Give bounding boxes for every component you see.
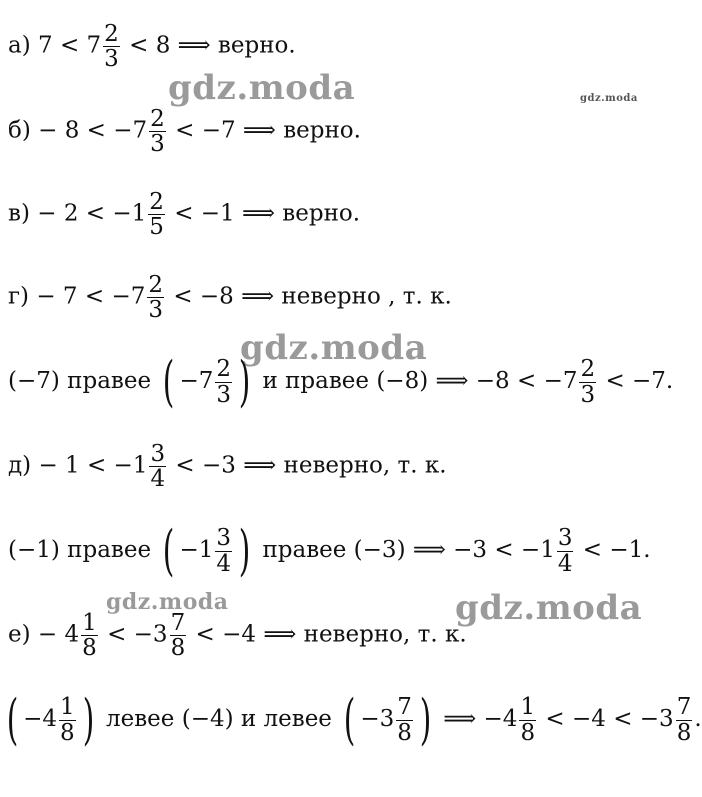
denominator: 3 bbox=[150, 131, 165, 158]
expr-text: д) − 1 < −1 bbox=[8, 452, 148, 479]
numerator: 2 bbox=[150, 106, 165, 132]
line-v bbox=[8, 190, 360, 239]
fraction bbox=[215, 357, 232, 406]
fraction bbox=[676, 695, 693, 744]
fraction bbox=[579, 357, 596, 406]
right-paren: ) bbox=[238, 519, 251, 582]
fraction bbox=[103, 22, 120, 71]
fraction bbox=[148, 190, 165, 239]
numerator: 7 bbox=[397, 694, 412, 721]
expr-text: . bbox=[694, 706, 702, 732]
expr-text: (−7) правее bbox=[8, 368, 152, 394]
denominator: 8 bbox=[397, 719, 412, 746]
watermark: gdz.moda bbox=[106, 589, 229, 615]
expr-text: < −4 < −3 bbox=[545, 706, 674, 732]
fraction bbox=[519, 695, 536, 744]
expr-text: < −3 ⟹ неверно, т. к. bbox=[175, 452, 447, 479]
denominator: 4 bbox=[150, 466, 166, 493]
numerator: 3 bbox=[216, 525, 232, 552]
line-e bbox=[8, 611, 467, 660]
numerator: 7 bbox=[676, 694, 692, 721]
expr-text: < −7. bbox=[605, 368, 674, 394]
numerator: 3 bbox=[150, 441, 166, 467]
expr-text: −4 bbox=[23, 706, 57, 732]
right-paren: ) bbox=[82, 688, 94, 751]
denominator: 8 bbox=[82, 635, 97, 662]
fraction bbox=[557, 526, 574, 575]
line-b bbox=[8, 107, 361, 156]
left-paren: ( bbox=[6, 688, 19, 751]
expr-text: б) − 8 < −7 bbox=[8, 117, 148, 144]
numerator: 2 bbox=[216, 356, 232, 383]
numerator: 2 bbox=[149, 189, 164, 215]
denominator: 8 bbox=[170, 635, 186, 662]
fraction bbox=[170, 611, 187, 660]
left-paren: ( bbox=[163, 519, 175, 582]
right-paren: ) bbox=[419, 688, 432, 751]
line-e-explanation bbox=[2, 688, 702, 751]
expr-text: ⟹ −4 bbox=[443, 706, 518, 732]
right-paren: ) bbox=[238, 350, 251, 413]
expr-text: < −1 ⟹ верно. bbox=[174, 200, 361, 227]
numerator: 1 bbox=[520, 694, 536, 721]
expr-text: е) − 4 bbox=[8, 621, 80, 648]
numerator: 2 bbox=[580, 356, 596, 383]
fraction bbox=[81, 611, 98, 660]
fraction bbox=[215, 526, 232, 575]
left-paren: ( bbox=[163, 350, 175, 413]
numerator: 2 bbox=[104, 21, 119, 47]
line-d-explanation bbox=[8, 519, 651, 582]
line-g bbox=[8, 273, 452, 322]
numerator: 7 bbox=[170, 610, 186, 636]
expr-text: −1 bbox=[179, 537, 214, 563]
expr-text: < −4 ⟹ неверно, т. к. bbox=[195, 621, 467, 648]
denominator: 3 bbox=[216, 381, 232, 408]
denominator: 3 bbox=[148, 297, 163, 324]
denominator: 8 bbox=[520, 719, 536, 746]
expr-text: и правее (−8) ⟹ −8 < −7 bbox=[262, 368, 578, 394]
fraction bbox=[149, 442, 166, 491]
denominator: 4 bbox=[216, 550, 232, 577]
denominator: 8 bbox=[676, 719, 692, 746]
left-paren: ( bbox=[343, 688, 356, 751]
numerator: 1 bbox=[82, 610, 97, 636]
expr-text: г) − 7 < −7 bbox=[8, 283, 146, 310]
expr-text: правее (−3) ⟹ −3 < −1 bbox=[262, 537, 555, 563]
expr-text: < −8 ⟹ неверно , т. к. bbox=[173, 283, 452, 310]
fraction bbox=[396, 695, 413, 744]
line-d bbox=[8, 442, 447, 491]
numerator: 1 bbox=[59, 694, 75, 721]
denominator: 3 bbox=[580, 381, 596, 408]
fraction bbox=[147, 273, 164, 322]
watermark: gdz.moda bbox=[455, 588, 643, 628]
watermark: gdz.moda bbox=[168, 68, 356, 108]
expr-text: (−1) правее bbox=[8, 537, 152, 563]
expr-text: −3 bbox=[360, 706, 395, 732]
denominator: 4 bbox=[557, 550, 573, 577]
watermark: gdz.moda bbox=[240, 328, 428, 368]
expr-text: < −7 ⟹ верно. bbox=[175, 117, 361, 144]
expr-text: −7 bbox=[179, 368, 214, 394]
fraction bbox=[59, 695, 76, 744]
expr-text: левее (−4) и левее bbox=[106, 706, 332, 732]
expr-text: < −1. bbox=[582, 537, 651, 563]
expr-text: < 8 ⟹ верно. bbox=[129, 32, 296, 59]
fraction bbox=[149, 107, 166, 156]
numerator: 2 bbox=[148, 272, 163, 298]
expr-text: < −3 bbox=[107, 621, 168, 648]
line-a bbox=[8, 22, 296, 71]
numerator: 3 bbox=[557, 525, 573, 552]
denominator: 5 bbox=[149, 214, 164, 241]
expr-text: а) 7 < 7 bbox=[8, 32, 102, 59]
denominator: 3 bbox=[104, 46, 119, 73]
expr-text: в) − 2 < −1 bbox=[8, 200, 147, 227]
watermark-small: gdz.moda bbox=[580, 93, 638, 104]
line-g-explanation bbox=[8, 350, 674, 413]
denominator: 8 bbox=[59, 719, 75, 746]
